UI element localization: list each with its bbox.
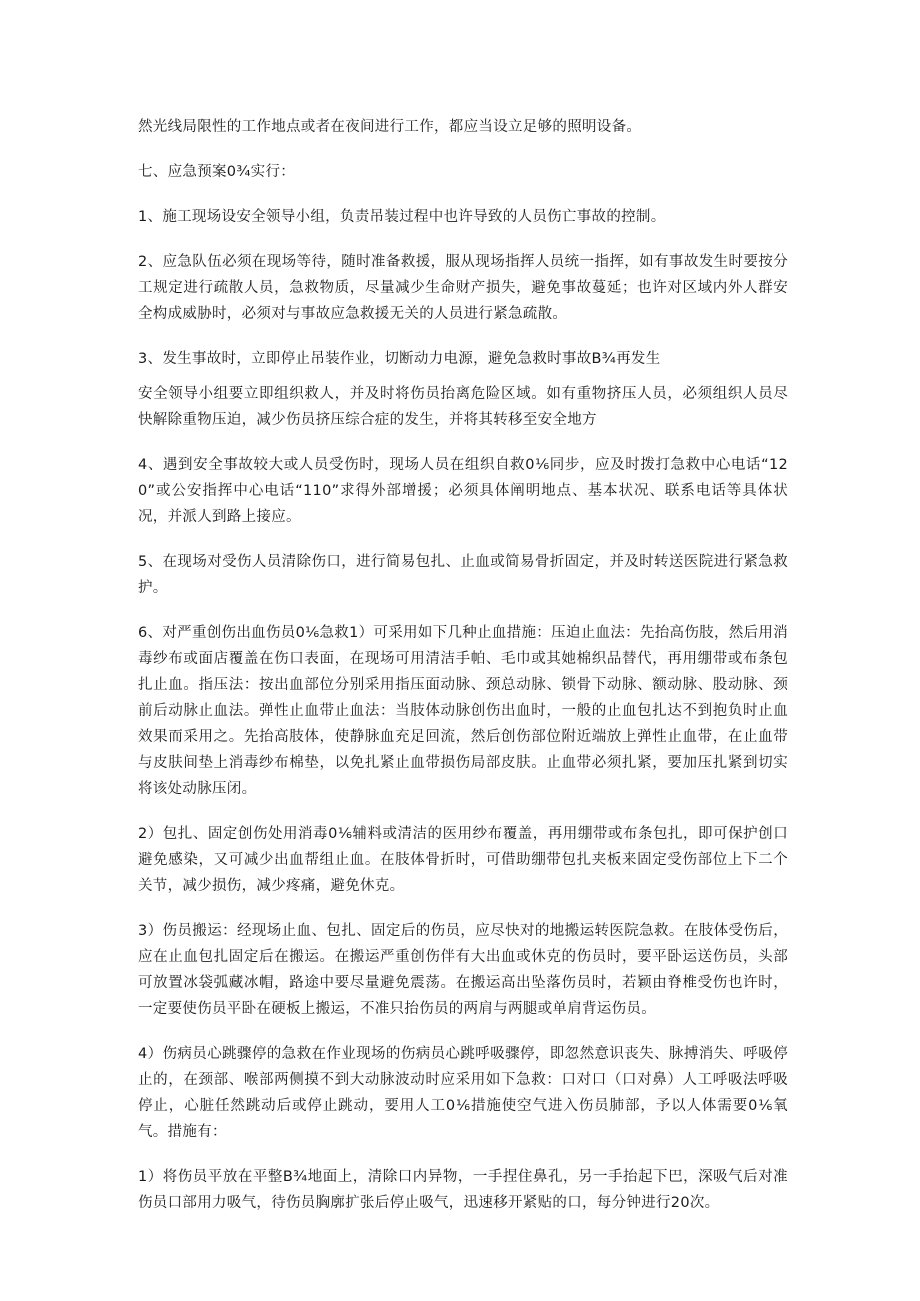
section-heading-emergency-plan: 七、应急预案0¾实行： — [138, 164, 296, 180]
paragraph-item-6: 6、对严重创伤出血伤员0⅙急救1）可采用如下几种止血措施：压迫止血法：先抬高伤肢，然后用消毒纱布或面店覆盖在伤口表面，在现场可用清洁手帕、毛巾或其她棉织品替代，再用绷带或布条包扎止血。指压法：按出血部位分别采用指压面动脉、颈总动脉、锁骨下动脉、额动脉、股动脉、颈前后动脉止血法。弹性止血带止血法：当肢体动脉创伤出血时，一般的止血包扎达不到抱负时止血效果而采用之。先抬高肢体，使静脉血充足回流，然后创伤部位附近端放上弹性止血带，在止血带与皮肤间垫上消毒纱布棉垫，以免扎紧止血带损伤局部皮肤。止血带必须扎紧，要加压扎紧到切实将该处动脉压闭。 — [138, 625, 788, 797]
paragraph-item-4: 4、遇到安全事故较大或人员受伤时，现场人员在组织自救0⅙同步，应及时拨打急救中心电话“120”或公安指挥中心电话“110”求得外部增援；必须具体阐明地点、基本状况、联系电话等具体状况，并派人到路上接应。 — [138, 457, 788, 525]
paragraph-cardiac-arrest: 4）伤病员心跳骤停的急救在作业现场的伤病员心跳呼吸骤停，即忽然意识丧失、脉搏消失、呼吸停止的，在颈部、喉部两侧摸不到大动脉波动时应采用如下急救：口对口（口对鼻）人工呼吸法呼吸停止，心脏任然跳动后或停止跳动，要用人工0⅙措施使空气进入伤员肺部，予以人体需要0⅙氧气。措施有： — [138, 1046, 788, 1140]
paragraph-item-3: 3、发生事故时，立即停止吊装作业，切断动力电源，避免急救时事故B¾再发生 — [138, 351, 661, 367]
paragraph-item-3-continued: 安全领导小组要立即组织救人，并及时将伤员抬离危险区域。如有重物挤压人员，必须组织人员尽快解除重物压迫，减少伤员挤压综合症的发生，并将其转移至安全地方 — [138, 386, 788, 428]
paragraph-lighting: 然光线局限性的工作地点或者在夜间进行工作，都应当设立足够的照明设备。 — [138, 119, 642, 135]
paragraph-rescue-breathing: 1）将伤员平放在平整B¾地面上，清除口内异物，一手捏住鼻孔，另一手抬起下巴，深吸气后对准伤员口部用力吸气，待伤员胸廓扩张后停止吸气，迅速移开紧贴的口，每分钟进行20次。 — [138, 1169, 788, 1211]
document-body — [138, 114, 788, 1235]
paragraph-bandaging: 2）包扎、固定创伤处用消毒0⅙辅料或清洁的医用纱布覆盖，再用绷带或布条包扎，即可保护创口避免感染，又可减少出血帮组止血。在肢体骨折时，可借助绷带包扎夹板来固定受伤部位上下二个关节，减少损伤，减少疼痛，避免休克。 — [138, 826, 788, 894]
paragraph-item-2: 2、应急队伍必须在现场等待，随时准备救援，服从现场指挥人员统一指挥，如有事故发生时要按分工规定进行疏散人员，急救物质，尽量减少生命财产损失，避免事故蔓延；也许对区域内外人群安全构成威胁时，必须对与事故应急救援无关的人员进行紧急疏散。 — [138, 254, 788, 322]
paragraph-transport: 3）伤员搬运：经现场止血、包扎、固定后的伤员，应尽快对的地搬运转医院急救。在肢体受伤后，应在止血包扎固定后在搬运。在搬运严重创伤伴有大出血或休克的伤员时，要平卧运送伤员，头部可放置冰袋弧藏冰帽，路途中要尽量避免震荡。在搬运高出坠落伤员时，若颖由脊椎受伤也许时，一定要使伤员平卧在硬板上搬运，不准只抬伤员的两肩与两腿或单肩背运伤员。 — [138, 923, 788, 1017]
paragraph-item-5: 5、在现场对受伤人员清除伤口，进行简易包扎、止血或简易骨折固定，并及时转送医院进行紧急救护。 — [138, 554, 788, 596]
paragraph-item-1: 1、施工现场设安全领导小组，负责吊装过程中也许导致的人员伤亡事故的控制。 — [138, 209, 666, 225]
